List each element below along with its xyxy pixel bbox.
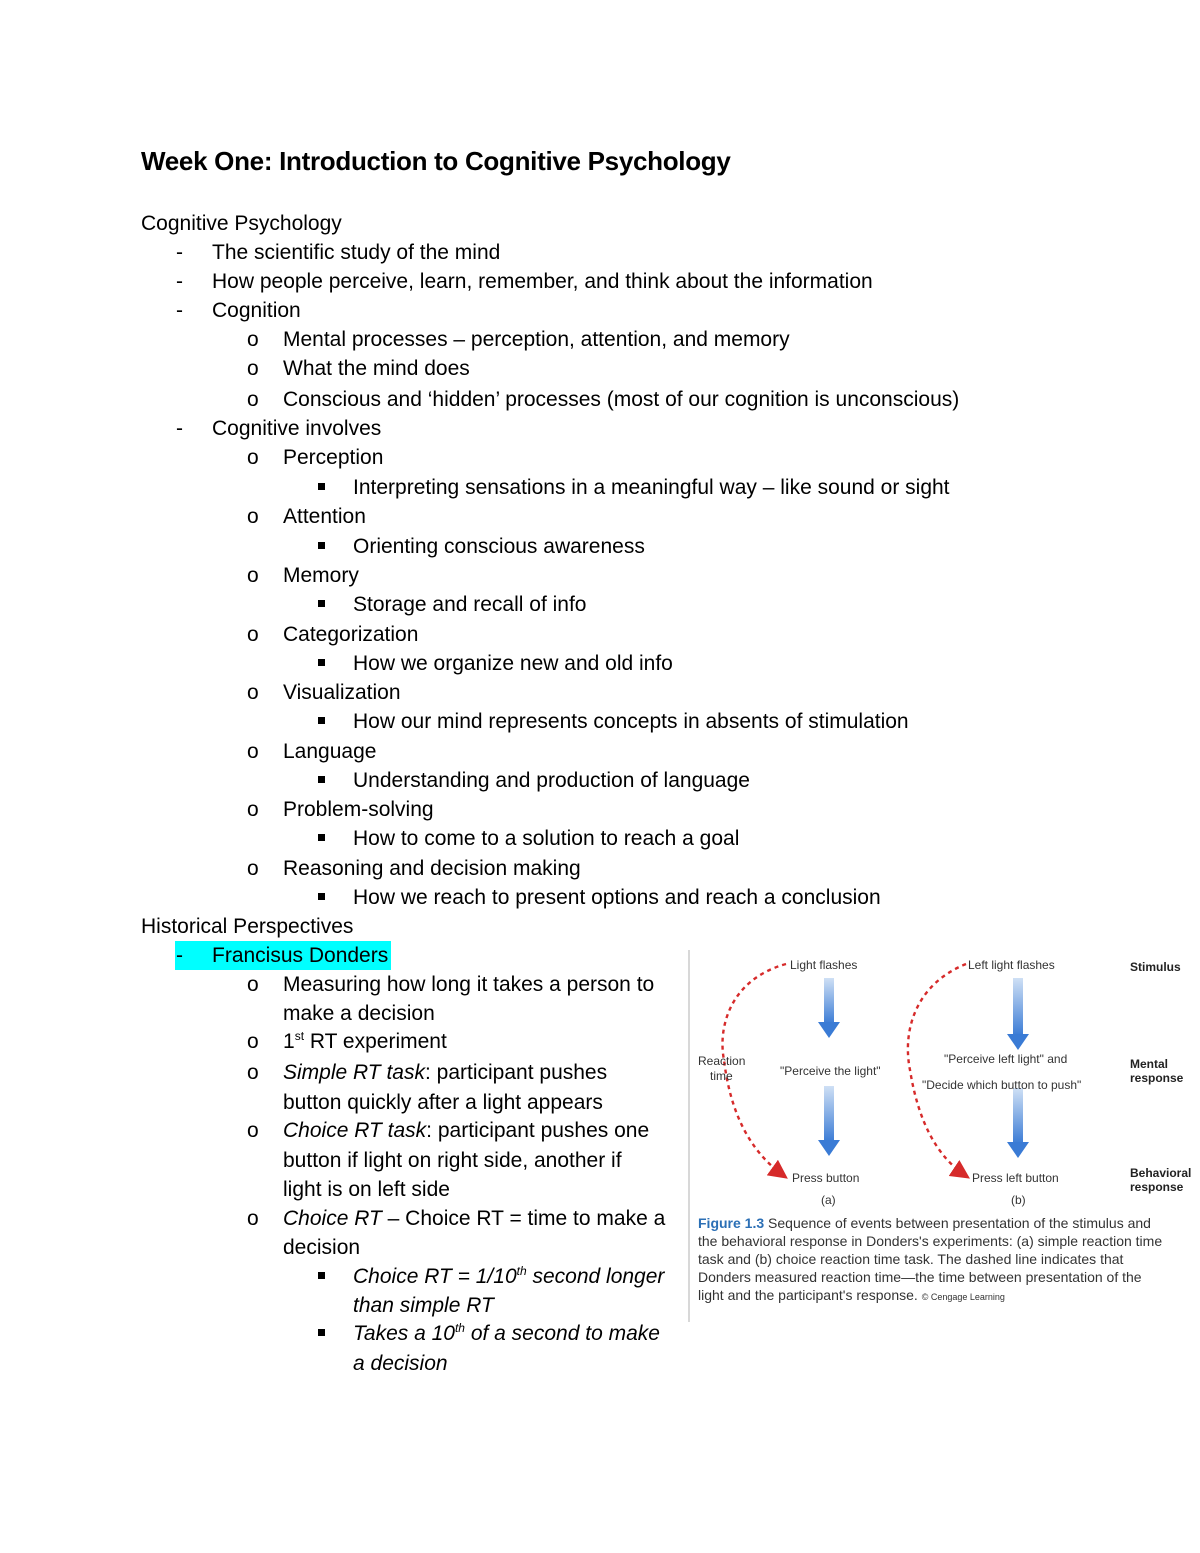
square-bullet — [318, 600, 325, 607]
list-item: Perception — [283, 446, 384, 469]
sub-item-tenth-second — [353, 1262, 664, 1291]
simple-rt-item — [283, 1058, 607, 1087]
donders-figure — [688, 950, 1200, 1322]
square-bullet — [318, 717, 325, 724]
fig-label-b: (b) — [1011, 1193, 1026, 1207]
list-item-continuation: decision — [283, 1236, 361, 1259]
fig-rt-label-1: Reaction — [698, 1054, 746, 1068]
ordinal-suffix: st — [294, 1029, 305, 1043]
fig-row-behavioral-1: Behavioral — [1130, 1166, 1192, 1180]
fig-b-mental-1: "Perceive left light" and — [944, 1052, 1068, 1066]
list-item-continuation: than simple RT — [353, 1294, 494, 1317]
circle-bullet: o — [247, 505, 259, 528]
sub-item-text-post: second longer — [526, 1265, 665, 1288]
list-item: Interpreting sensations in a meaningful way – like sound or sight — [353, 476, 950, 499]
fig-row-mental-2: response — [1130, 1071, 1184, 1085]
dash-bullet: - — [176, 270, 183, 293]
list-item: Orienting conscious awareness — [353, 535, 645, 558]
sub-item-text-pre: Takes a 10 — [353, 1322, 455, 1345]
list-item: Storage and recall of info — [353, 593, 587, 616]
fig-a-stimulus: Light flashes — [790, 958, 858, 972]
simple-rt-text: : participant pushes — [425, 1061, 608, 1084]
dash-bullet: - — [176, 299, 183, 322]
figure-number: Figure 1.3 — [698, 1215, 765, 1231]
square-bullet — [318, 1329, 325, 1336]
circle-bullet: o — [247, 564, 259, 587]
list-item: How to come to a solution to reach a goal — [353, 827, 740, 850]
arrow-b-top — [1007, 978, 1029, 1050]
choice-rt-item — [283, 1204, 665, 1233]
choice-rt-task-text: : participant pushes one — [426, 1119, 650, 1142]
list-item: Understanding and production of language — [353, 769, 750, 792]
list-item: Visualization — [283, 681, 401, 704]
list-item-continuation: light is on left side — [283, 1178, 450, 1201]
list-item: Cognition — [212, 299, 301, 322]
circle-bullet: o — [247, 681, 259, 704]
first-rt-text: RT experiment — [304, 1030, 447, 1053]
square-bullet — [318, 893, 325, 900]
choice-rt-task-label: Choice RT task — [283, 1119, 427, 1142]
circle-bullet: o — [247, 357, 259, 380]
list-item-continuation: a decision — [353, 1352, 448, 1375]
sub-item-sup: th — [454, 1321, 465, 1335]
list-item: Conscious and ‘hidden’ processes (most of our cognition is unconscious) — [283, 388, 960, 411]
arrow-a-bottom — [818, 1086, 840, 1156]
dash-bullet: - — [176, 241, 183, 264]
fig-row-mental-1: Mental — [1130, 1057, 1169, 1071]
circle-bullet: o — [247, 328, 259, 351]
square-bullet — [318, 483, 325, 490]
sub-item-takes-tenth — [353, 1319, 660, 1348]
circle-bullet: o — [247, 1207, 259, 1230]
circle-bullet: o — [247, 973, 259, 996]
list-item: Reasoning and decision making — [283, 857, 581, 880]
section-heading-historical-perspectives: Historical Perspectives — [141, 915, 354, 938]
list-item: Mental processes – perception, attention, and memory — [283, 328, 790, 351]
square-bullet — [318, 776, 325, 783]
fig-b-response: Press left button — [972, 1171, 1059, 1185]
figure-caption — [698, 1214, 1168, 1306]
list-item: Problem-solving — [283, 798, 434, 821]
square-bullet — [318, 542, 325, 549]
fig-row-behavioral-2: response — [1130, 1180, 1184, 1194]
sub-item-text-pre: Choice RT = 1/10 — [353, 1265, 517, 1288]
dashed-rt-arc-b — [908, 964, 966, 1176]
list-item: The scientific study of the mind — [212, 241, 501, 264]
page-title: Week One: Introduction to Cognitive Psychology — [141, 146, 731, 176]
list-item-continuation: button quickly after a light appears — [283, 1091, 603, 1114]
donders-name: Francisus Donders — [212, 944, 389, 967]
list-item-first-rt — [283, 1027, 447, 1056]
square-bullet — [318, 834, 325, 841]
square-bullet — [318, 659, 325, 666]
list-item: How our mind represents concepts in absents of stimulation — [353, 710, 909, 733]
choice-rt-text: – Choice RT = time to make a — [381, 1207, 666, 1230]
choice-rt-task-item — [283, 1116, 649, 1145]
sub-item-text-post: of a second to make — [464, 1322, 660, 1345]
list-item: What the mind does — [283, 357, 470, 380]
fig-b-stimulus: Left light flashes — [968, 958, 1055, 972]
dash-bullet: - — [176, 417, 183, 440]
arrow-b-bottom — [1007, 1088, 1029, 1158]
circle-bullet: o — [247, 1119, 259, 1142]
circle-bullet: o — [247, 388, 259, 411]
section-heading-cognitive-psychology: Cognitive Psychology — [141, 212, 342, 235]
highlight-donders — [175, 941, 391, 970]
circle-bullet: o — [247, 1030, 259, 1053]
fig-b-mental-2: "Decide which button to push" — [922, 1078, 1082, 1092]
list-item: Language — [283, 740, 377, 763]
circle-bullet: o — [247, 857, 259, 880]
list-item: Memory — [283, 564, 359, 587]
fig-a-response: Press button — [792, 1171, 860, 1185]
dash-bullet: - — [176, 944, 183, 967]
fig-label-a: (a) — [821, 1193, 836, 1207]
list-item: Attention — [283, 505, 366, 528]
fig-row-stimulus: Stimulus — [1130, 960, 1181, 974]
list-item: Cognitive involves — [212, 417, 382, 440]
simple-rt-label: Simple RT task — [283, 1061, 425, 1084]
ordinal-number: 1 — [283, 1030, 295, 1053]
fig-rt-label-2: time — [710, 1069, 733, 1083]
figure-caption-text: Sequence of events between presentation of the stimulus and the behavioral response in Donders's experiments: (a) simple reaction time task and (b) choice reaction time task. The dashed line indicates that Donders measured reaction time—the time between presentation of the light and the participant's response. — [698, 1215, 1163, 1303]
list-item-continuation: button if light on right side, another if — [283, 1149, 622, 1172]
list-item-continuation: make a decision — [283, 1002, 435, 1025]
sub-item-sup: th — [516, 1264, 527, 1278]
arrow-a-top — [818, 978, 840, 1038]
circle-bullet: o — [247, 798, 259, 821]
list-item: Measuring how long it takes a person to — [283, 973, 655, 996]
list-item: How we organize new and old info — [353, 652, 673, 675]
list-item: How we reach to present options and reach a conclusion — [353, 886, 881, 909]
list-item: How people perceive, learn, remember, and think about the information — [212, 270, 873, 293]
list-item: Categorization — [283, 623, 419, 646]
circle-bullet: o — [247, 446, 259, 469]
fig-a-mental: "Perceive the light" — [780, 1064, 881, 1078]
circle-bullet: o — [247, 740, 259, 763]
figure-credit: © Cengage Learning — [921, 1292, 1005, 1302]
square-bullet — [318, 1272, 325, 1279]
circle-bullet: o — [247, 1061, 259, 1084]
circle-bullet: o — [247, 623, 259, 646]
choice-rt-label: Choice RT — [283, 1207, 382, 1230]
